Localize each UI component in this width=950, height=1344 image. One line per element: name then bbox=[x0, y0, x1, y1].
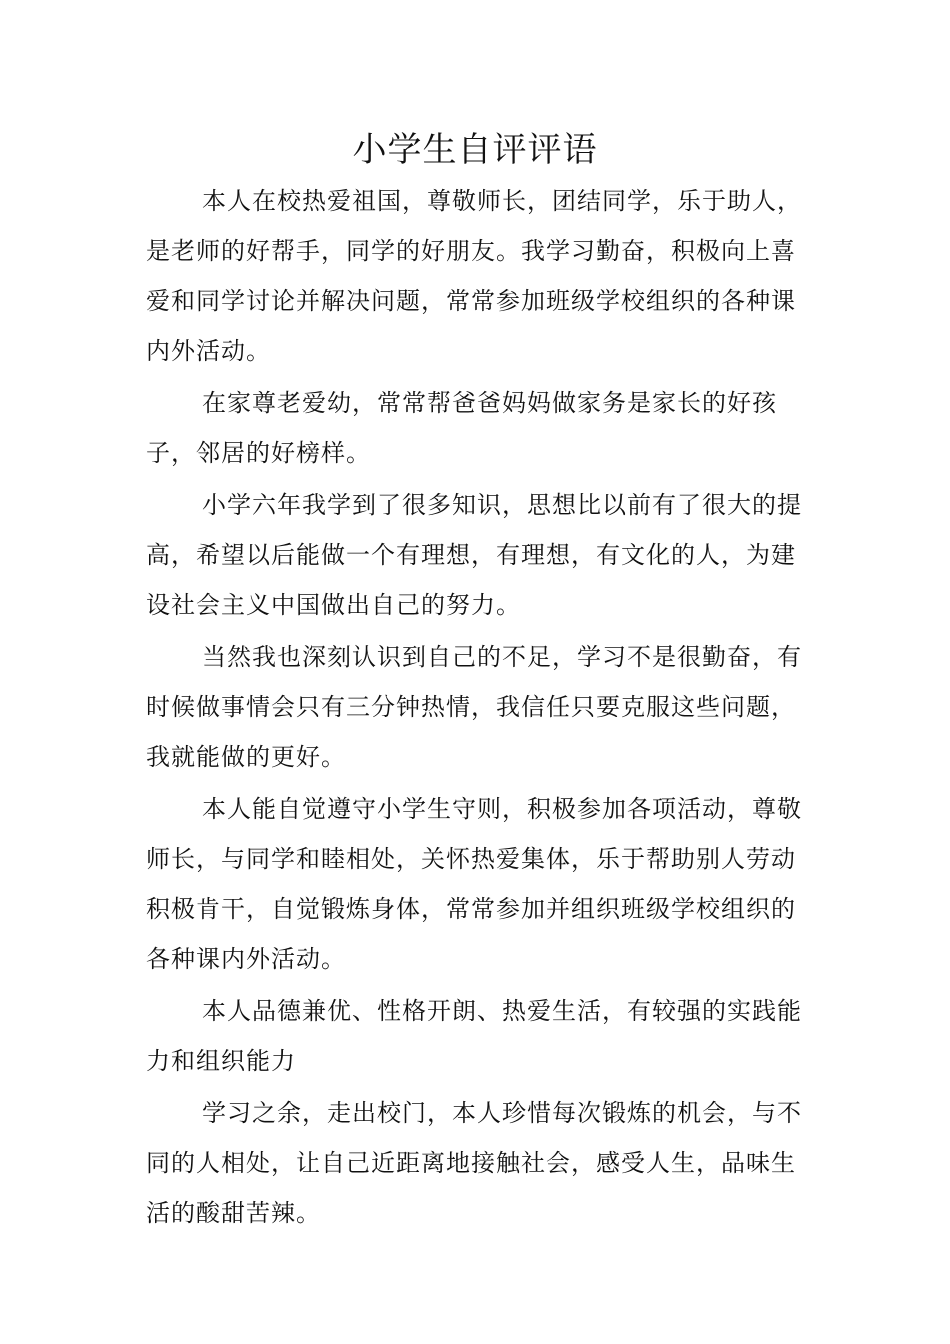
paragraph-3: 小学六年我学到了很多知识，思想比以前有了很大的提高，希望以后能做一个有理想，有理想，有文化的人，为建设社会主义中国做出自己的努力。 bbox=[146, 491, 802, 619]
paragraph-1: 本人在校热爱祖国，尊敬师长，团结同学，乐于助人，是老师的好帮手，同学的好朋友。我学习勤奋，积极向上喜爱和同学讨论并解决问题，常常参加班级学校组织的各种课内外活动。 bbox=[146, 187, 802, 365]
paragraph-7: 学习之余，走出校门，本人珍惜每次锻炼的机会，与不同的人相处，让自己近距离地接触社会，感受人生，品味生活的酸甜苦辣。 bbox=[146, 1099, 802, 1227]
document-title: 小学生自评评语 bbox=[352, 130, 598, 170]
paragraph-2: 在家尊老爱幼，常常帮爸爸妈妈做家务是家长的好孩子，邻居的好榜样。 bbox=[146, 389, 777, 467]
paragraph-5: 本人能自觉遵守小学生守则，积极参加各项活动，尊敬师长，与同学和睦相处，关怀热爱集体，乐于帮助别人劳动积极肯干，自觉锻炼身体，常常参加并组织班级学校组织的各种课内外活动。 bbox=[146, 795, 802, 973]
document-body bbox=[146, 176, 816, 1240]
paragraph-6: 本人品德兼优、性格开朗、热爱生活，有较强的实践能力和组织能力 bbox=[146, 997, 802, 1075]
paragraph-4: 当然我也深刻认识到自己的不足，学习不是很勤奋，有时候做事情会只有三分钟热情，我信任只要克服这些问题，我就能做的更好。 bbox=[146, 643, 802, 771]
